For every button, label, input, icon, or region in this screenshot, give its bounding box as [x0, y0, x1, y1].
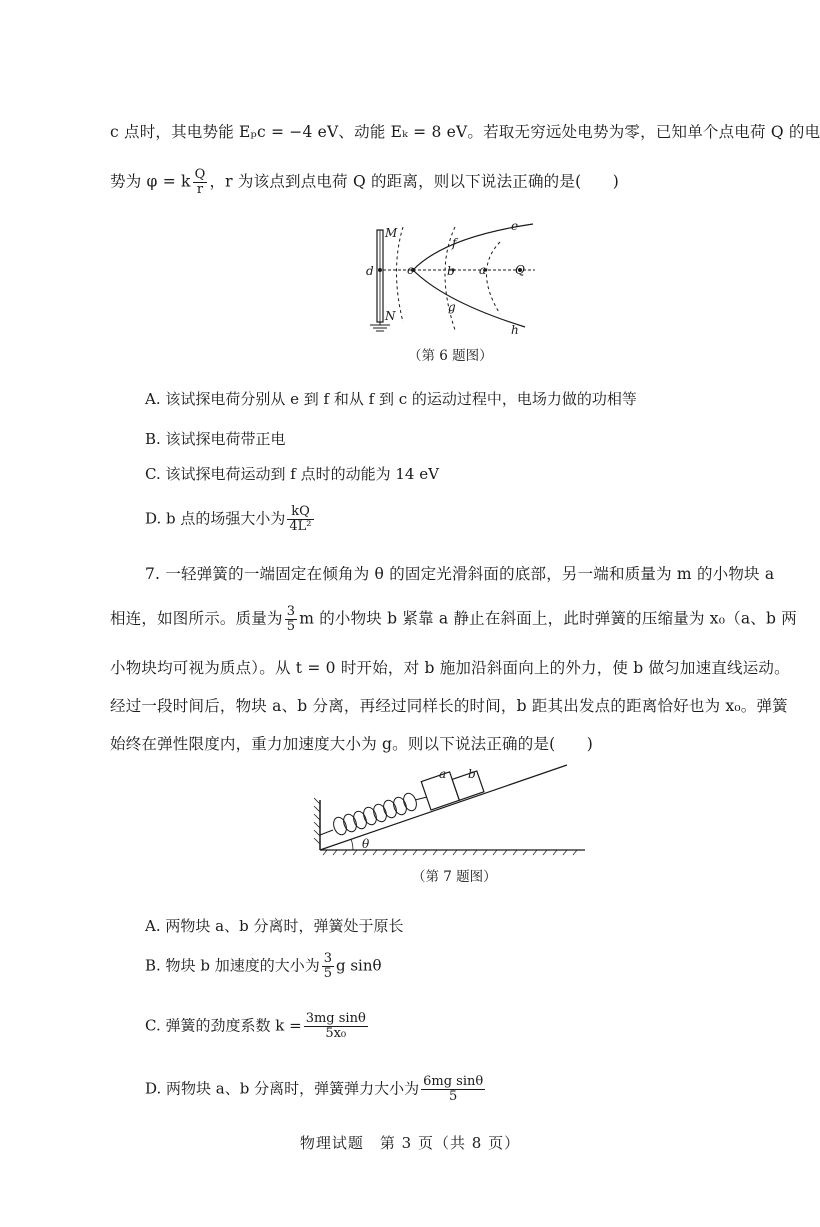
q7-option-c-pre: C. 弹簧的劲度系数 k =: [145, 1016, 302, 1035]
q7-line-4: 经过一段时间后，物块 a、b 分离，再经过同样长的时间，b 距其出发点的距离恰好也为 x₀。弹簧: [110, 697, 788, 715]
fraction-numerator: kQ: [287, 505, 313, 520]
page-footer: 物理试题 第 3 页（共 8 页）: [299, 1134, 521, 1152]
label-a: a: [479, 263, 487, 277]
q6-option-d: [145, 505, 316, 534]
q7-option-b-pre: B. 物块 b 加速度的大小为: [145, 956, 320, 975]
angle-arc: [351, 839, 353, 850]
q6-option-a: A. 该试探电荷分别从 e 到 f 和从 f 到 c 的运动过程中，电场力做的功相等: [145, 390, 637, 408]
potential-fraction: [193, 168, 208, 197]
q7-line-3: 小物块均可视为质点）。从 t = 0 时开始，对 b 施加沿斜面向上的外力，使 b 做匀加速直线运动。: [110, 659, 790, 677]
label-g: g: [448, 300, 456, 314]
figure-6-caption: （第 6 题图）: [408, 348, 493, 364]
label-h: h: [511, 323, 519, 337]
label-c: c: [407, 263, 414, 277]
label-a: a: [439, 767, 447, 781]
fraction-denominator: 5x₀: [325, 1026, 347, 1041]
q7-option-d: [145, 1075, 487, 1104]
figure-7: [305, 760, 595, 860]
q7-line-5: 始终在弹性限度内，重力加速度大小为 g。则以下说法正确的是( ): [110, 735, 594, 753]
fraction-numerator: 3mg sinθ: [305, 1011, 366, 1026]
fraction-numerator: Q: [194, 167, 206, 182]
stiffness-fraction: [304, 1012, 368, 1041]
fraction-denominator: 5: [286, 619, 296, 634]
q6-line-2-pre: 势为 φ = k: [110, 172, 191, 191]
q7-option-c: [145, 1012, 370, 1041]
label-b: b: [468, 767, 476, 781]
figure-7-caption: （第 7 题图）: [412, 869, 497, 885]
label-d: d: [366, 264, 374, 278]
label-theta: θ: [362, 837, 370, 851]
q6-line-2: [110, 168, 619, 197]
fraction-denominator: 5: [449, 1089, 458, 1104]
q7-option-d-pre: D. 两物块 a、b 分离时，弹簧弹力大小为: [145, 1079, 420, 1098]
label-f: f: [452, 236, 457, 250]
accel-fraction: [322, 952, 334, 981]
equipotential-3: [487, 242, 501, 314]
q7-line-1: 7. 一轻弹簧的一端固定在倾角为 θ 的固定光滑斜面的底部，另一端和质量为 m 的小物块 a: [145, 565, 775, 583]
q6-option-b: B. 该试探电荷带正电: [145, 430, 286, 448]
label-e: e: [511, 222, 519, 233]
label-N: N: [385, 309, 396, 323]
label-b: b: [447, 264, 455, 278]
label-M: M: [385, 226, 398, 240]
force-fraction: [421, 1075, 485, 1104]
fraction-numerator: 3: [286, 604, 296, 619]
q7-line-2: [110, 605, 797, 634]
q6-option-d-pre: D. b 点的场强大小为: [145, 509, 286, 528]
fraction-denominator: r: [196, 182, 204, 197]
fraction-numerator: 6mg sinθ: [423, 1074, 484, 1089]
fraction-denominator: 4L²: [289, 519, 312, 534]
q6-option-c: C. 该试探电荷运动到 f 点时的动能为 14 eV: [145, 465, 439, 483]
fraction-denominator: 5: [323, 966, 332, 981]
field-fraction: [287, 505, 313, 534]
q7-line-2-pre: 相连，如图所示。质量为: [110, 609, 283, 628]
q7-option-a: A. 两物块 a、b 分离时，弹簧处于原长: [145, 917, 404, 935]
fraction-numerator: 3: [323, 951, 332, 966]
q6-line-2-post: ，r 为该点到点电荷 Q 的距离，则以下说法正确的是( ): [209, 172, 619, 191]
label-Q: Q: [515, 263, 525, 277]
equipotential-1: [397, 227, 404, 322]
figure-6: [355, 222, 545, 340]
mass-fraction: [285, 605, 297, 634]
spring: [320, 792, 431, 837]
q7-option-b: [145, 952, 382, 981]
q7-option-b-post: g sinθ: [335, 956, 382, 975]
q7-line-2-post: m 的小物块 b 紧靠 a 静止在斜面上，此时弹簧的压缩量为 x₀（a、b 两: [299, 609, 797, 628]
q6-line-1: c 点时，其电势能 Eₚc = −4 eV、动能 Eₖ = 8 eV。若取无穷远处电势为零，已知单个点电荷 Q 的电: [110, 123, 820, 141]
